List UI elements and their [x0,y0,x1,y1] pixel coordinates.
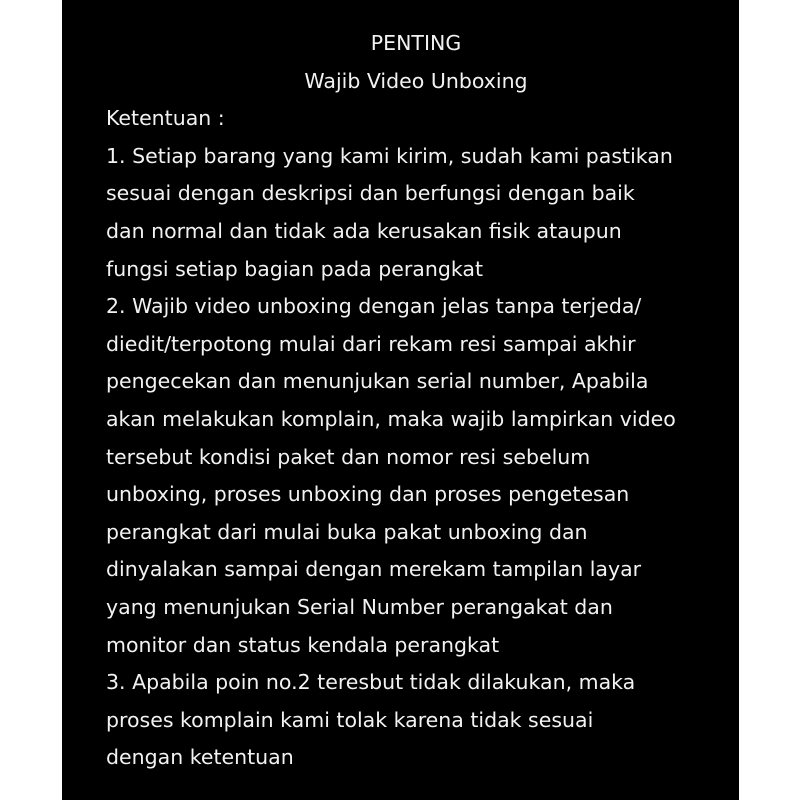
body-line: perangkat dari mulai buka pakat unboxing dan [106,519,588,544]
body-line: fungsi setiap bagian pada perangkat [106,256,483,281]
body-line: 2. Wajib video unboxing dengan jelas tanpa terjeda/ [106,294,642,319]
section-heading: Ketentuan : [106,106,225,131]
notice-panel [62,0,739,800]
body-line: diedit/terpotong mulai dari rekam resi sampai akhir [106,331,636,356]
body-line: pengecekan dan menunjukan serial number, Apabila [106,369,649,394]
body-line: dan normal dan tidak ada kerusakan fisik ataupun [106,218,622,243]
body-line: 1. Setiap barang yang kami kirim, sudah kami pastikan [106,143,673,168]
body-line: dinyalakan sampai dengan merekam tampilan layar [106,557,642,582]
body-line: akan melakukan komplain, maka wajib lampirkan video [106,406,676,431]
body-line: sesuai dengan deskripsi dan berfungsi dengan baik [106,181,635,206]
body-line: monitor dan status kendala perangkat [106,632,500,657]
body-line: unboxing, proses unboxing dan proses pengetesan [106,482,630,507]
notice-subtitle: Wajib Video Unboxing [304,68,528,93]
body-line: yang menunjukan Serial Number perangakat dan [106,594,613,619]
body-line: tersebut kondisi paket dan nomor resi sebelum [106,444,591,469]
body-line: dengan ketentuan [106,745,294,770]
notice-content [106,25,736,777]
body-line: 3. Apabila poin no.2 teresbut tidak dilakukan, maka [106,670,636,695]
body-line: proses komplain kami tolak karena tidak sesuai [106,707,594,732]
notice-title: PENTING [370,31,462,55]
